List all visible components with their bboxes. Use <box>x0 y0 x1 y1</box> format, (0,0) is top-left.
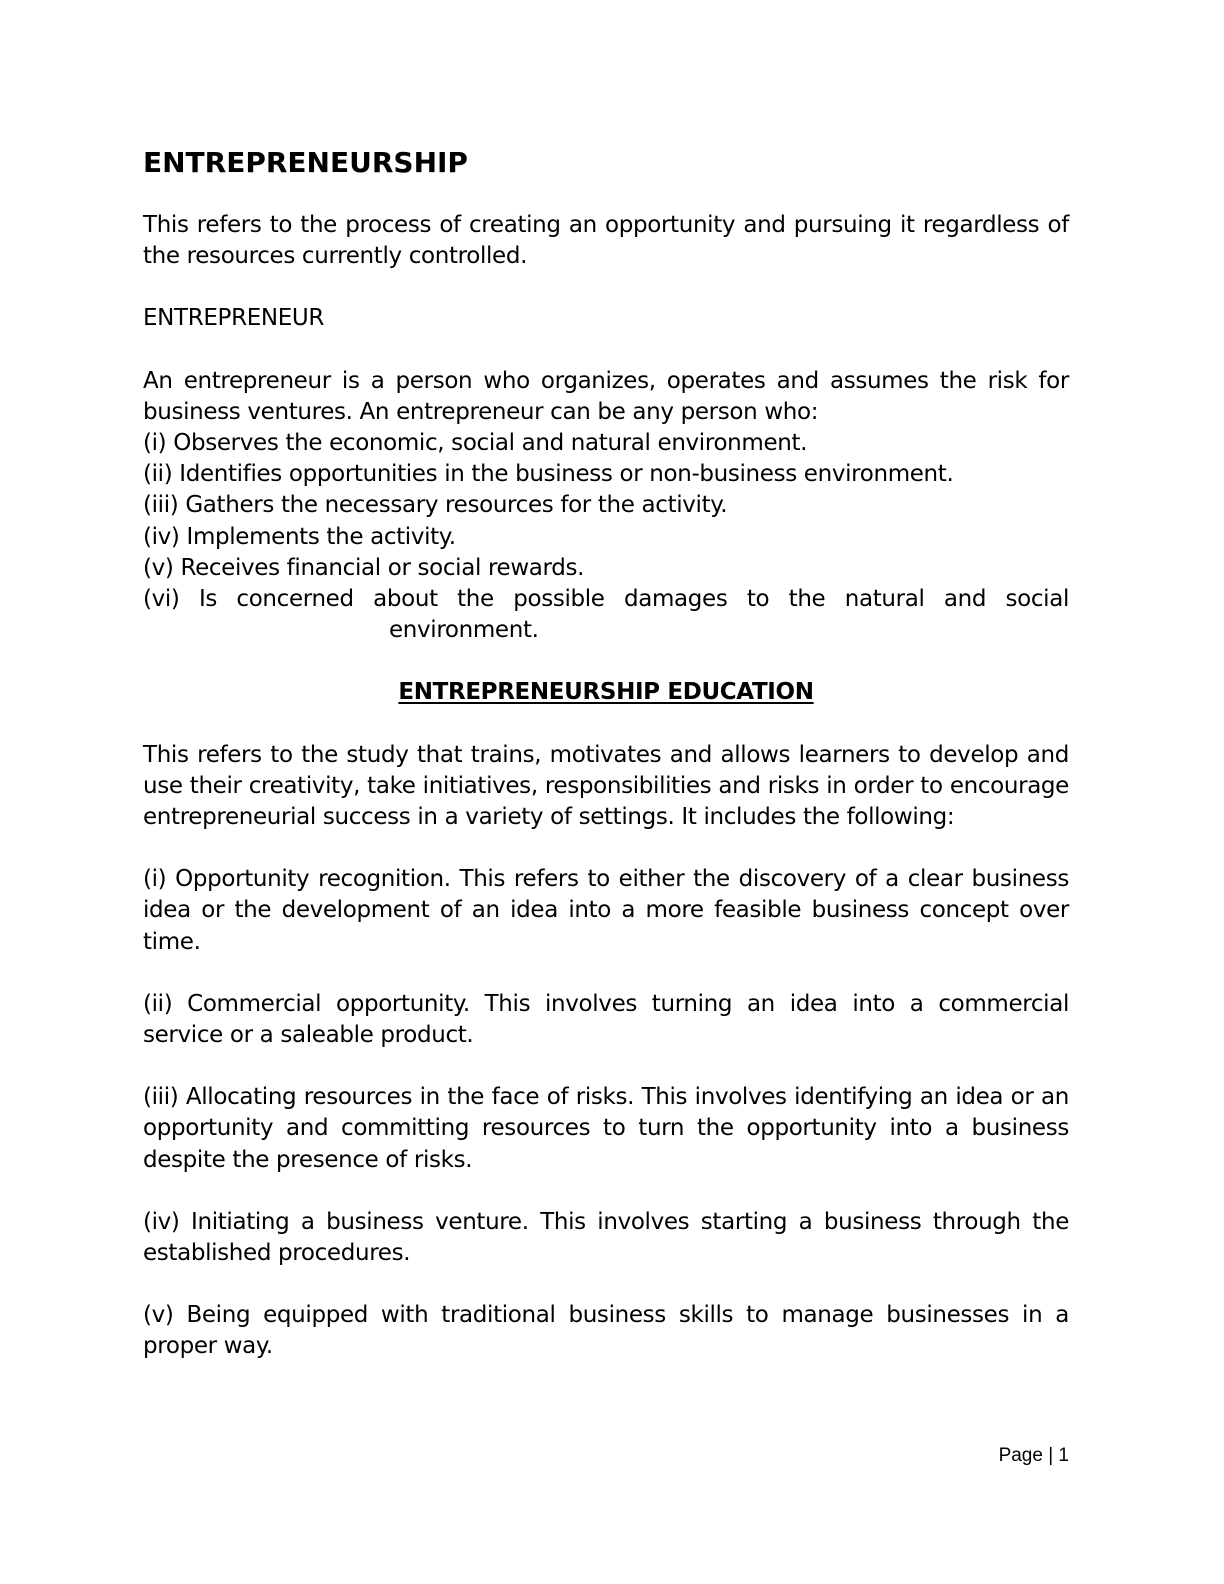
entrepreneur-heading: ENTREPRENEUR <box>143 305 325 332</box>
education-intro: This refers to the study that trains, motivates and allows learners to develop and use their creativity, take initiatives, responsibilities and risks in order to encourage entrepreneurial success in a variety of settings. It includes the following: <box>143 741 1069 831</box>
section-heading: ENTREPRENEURSHIP EDUCATION <box>398 679 814 706</box>
education-item: (v) Being equipped with traditional business skills to manage businesses in a proper way. <box>143 1302 1069 1360</box>
list-item: (iv) Implements the activity. <box>143 523 456 550</box>
education-item: (iv) Initiating a business venture. This involves starting a business through the established procedures. <box>143 1208 1069 1267</box>
entrepreneur-definition: An entrepreneur is a person who organizes, operates and assumes the risk for business ventures. An entrepreneur can be any person who: <box>143 367 1069 425</box>
document-body <box>143 145 1069 1363</box>
page-number: Page | 1 <box>998 1445 1069 1466</box>
education-item: (iii) Allocating resources in the face of risks. This involves identifying an idea or an opportunity and committing resources to turn the opportunity into a business despite the presence of risks. <box>143 1084 1069 1173</box>
list-item: (v) Receives financial or social rewards. <box>143 554 585 581</box>
education-item: (i) Opportunity recognition. This refers to either the discovery of a clear business idea or the development of an idea into a more feasible business concept over time. <box>143 866 1069 955</box>
entrepreneur-traits-list <box>143 428 1069 646</box>
list-item: (vi) Is concerned about the possible damages to the natural and social <box>143 586 1069 613</box>
education-item: (ii) Commercial opportunity. This involves turning an idea into a commercial service or a saleable product. <box>143 990 1069 1049</box>
list-item-continuation: environment. <box>389 617 539 644</box>
document-title: ENTREPRENEURSHIP <box>143 146 468 179</box>
list-item: (iii) Gathers the necessary resources for the activity. <box>143 492 728 519</box>
list-item: (i) Observes the economic, social and natural environment. <box>143 430 808 457</box>
list-item: (ii) Identifies opportunities in the business or non-business environment. <box>143 461 954 488</box>
intro-paragraph: This refers to the process of creating an opportunity and pursuing it regardless of the resources currently controlled. <box>143 212 1069 270</box>
